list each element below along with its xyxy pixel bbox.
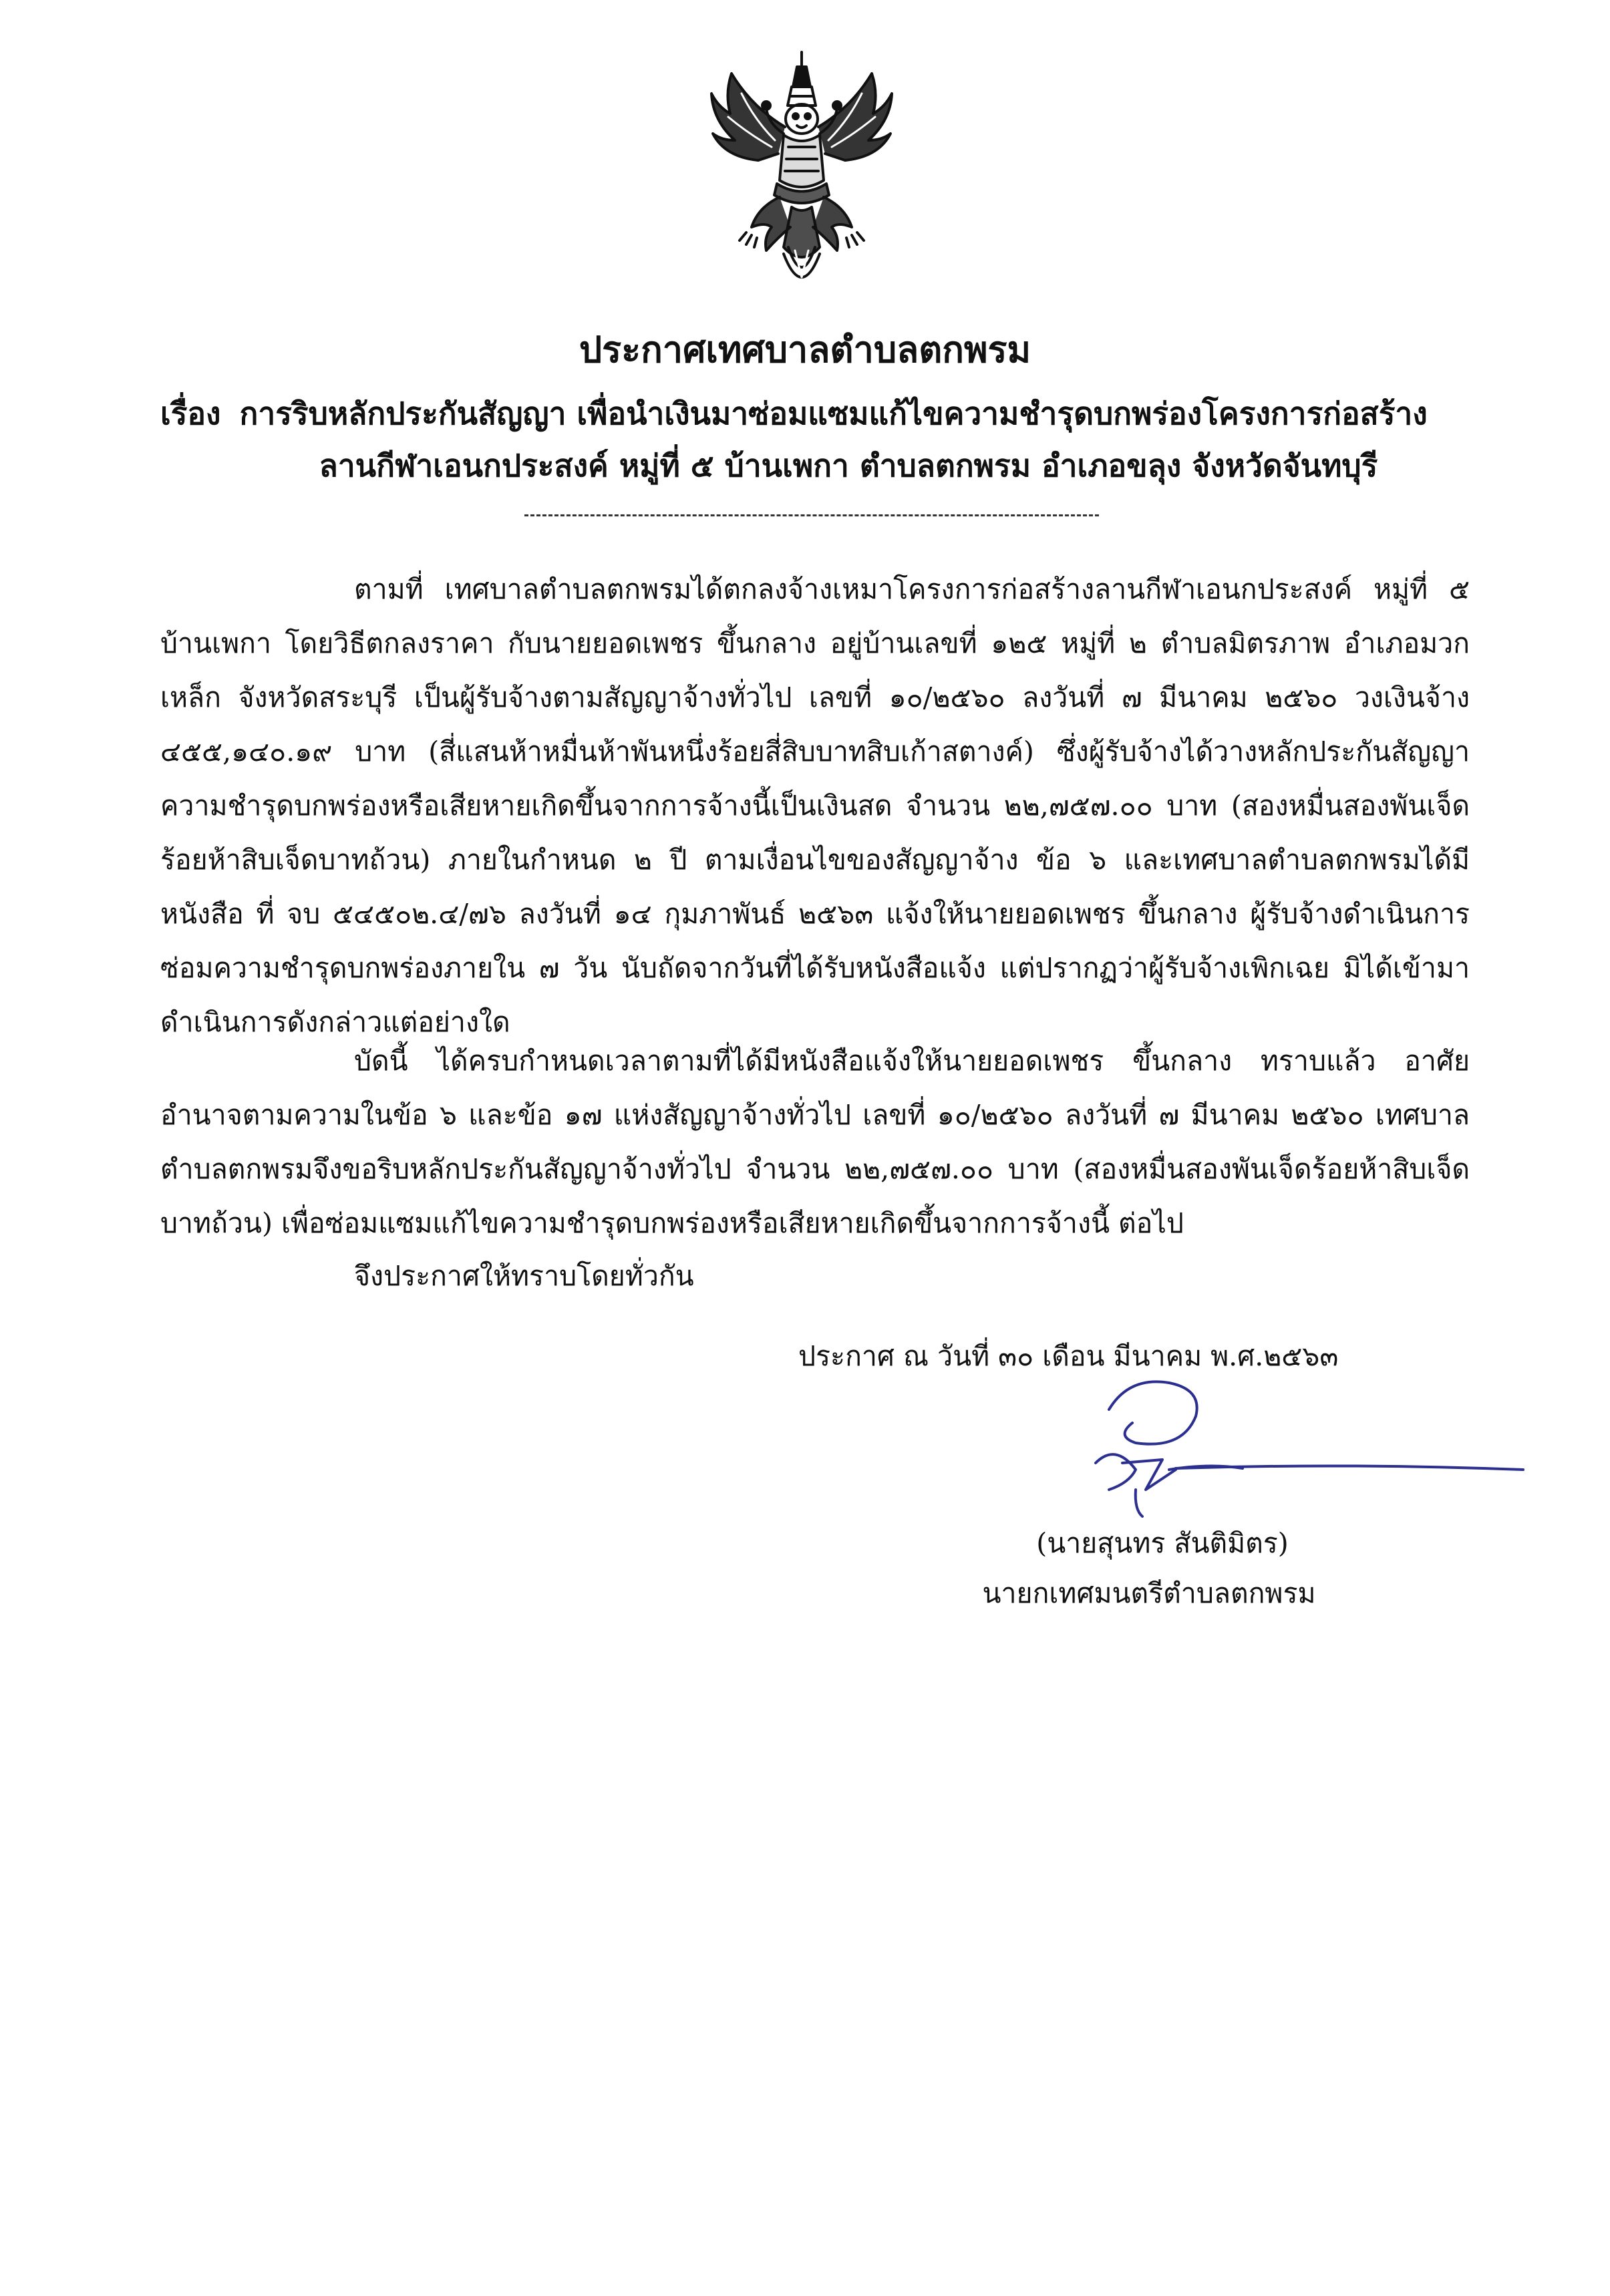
document-title: ประกาศเทศบาลตำบลตกพรม bbox=[579, 328, 1031, 371]
subject-line-2: ลานกีฬาเอนกประสงค์ หมู่ที่ ๕ บ้านเพกา ตำบลตกพรม อำเภอขลุง จังหวัดจันทบุรี bbox=[319, 448, 1378, 484]
signer-name: (นายสุนทร สันติมิตร) bbox=[1036, 1527, 1289, 1559]
garuda-emblem-icon bbox=[705, 47, 899, 301]
announcement-date: ประกาศ ณ วันที่ ๓๐ เดือน มีนาคม พ.ศ.๒๕๖๓ bbox=[798, 1340, 1339, 1372]
dashed-divider bbox=[524, 514, 1099, 516]
body-paragraph-1: ตามที่ เทศบาลตำบลตกพรมได้ตกลงจ้างเหมาโครงการก่อสร้างลานกีฬาเอนกประสงค์ หมู่ที่ ๕ บ้านเพกา โดยวิธีตกลงราคา กับนายยอดเพชร ขึ้นกลาง อยู่บ้านเลขที่ ๑๒๕ หมู่ที่ ๒ ตำบลมิตรภาพ อำเภอมวกเหล็ก จังหวัดสระบุรี เป็นผู้รับจ้างตามสัญญาจ้างทั่วไป เลขที่ ๑๐/๒๕๖๐ ลงวันที่ ๗ มีนาคม ๒๕๖๐ วงเงินจ้าง ๔๕๕,๑๔๐.๑๙ บาท (สี่แสนห้าหมื่นห้าพันหนึ่งร้อยสี่สิบบาทสิบเก้าสตางค์) ซึ่งผู้รับจ้างได้วางหลักประกันสัญญาความชำรุดบกพร่องหรือเสียหายเกิดขึ้นจากการจ้างนี้เป็นเงินสด จำนวน ๒๒,๗๕๗.๐๐ บาท (สองหมื่นสองพันเจ็ดร้อยห้าสิบเจ็ดบาทถ้วน) ภายในกำหนด ๒ ปี ตามเงื่อนไขของสัญญาจ้าง ข้อ ๖ และเทศบาลตำบลตกพรมได้มีหนังสือ ที่ จบ ๕๔๕๐๒.๔/๗๖ ลงวันที่ ๑๔ กุมภาพันธ์ ๒๕๖๓ แจ้งให้นายยอดเพชร ขึ้นกลาง ผู้รับจ้างดำเนินการซ่อมความชำรุดบกพร่องภายใน ๗ วัน นับถัดจากวันที่ได้รับหนังสือแจ้ง แต่ปรากฏว่าผู้รับจ้างเพิกเฉย มิได้เข้ามาดำเนินการดังกล่าวแต่อย่างใด bbox=[160, 573, 1470, 1038]
subject-block bbox=[160, 387, 1470, 492]
signer-title: นายกเทศมนตรีตำบลตกพรม bbox=[982, 1577, 1316, 1609]
signature-mark bbox=[1069, 1369, 1537, 1523]
subject-label: เรื่อง bbox=[160, 395, 221, 432]
subject-line-1 bbox=[160, 387, 1470, 440]
body-paragraph-3: จึงประกาศให้ทราบโดยทั่วกัน bbox=[354, 1260, 694, 1292]
subject-text-1: การริบหลักประกันสัญญา เพื่อนำเงินมาซ่อมแซมแก้ไขความชำรุดบกพร่องโครงการก่อสร้าง bbox=[239, 395, 1428, 432]
body-paragraph-2: บัดนี้ ได้ครบกำหนดเวลาตามที่ได้มีหนังสือแจ้งให้นายยอดเพชร ขึ้นกลาง ทราบแล้ว อาศัยอำนาจตามความในข้อ ๖ และข้อ ๑๗ แห่งสัญญาจ้างทั่วไป เลขที่ ๑๐/๒๕๖๐ ลงวันที่ ๗ มีนาคม ๒๕๖๐ เทศบาลตำบลตกพรมจึงขอริบหลักประกันสัญญาจ้างทั่วไป จำนวน ๒๒,๗๕๗.๐๐ บาท (สองหมื่นสองพันเจ็ดร้อยห้าสิบเจ็ดบาทถ้วน) เพื่อซ่อมแซมแก้ไขความชำรุดบกพร่องหรือเสียหายเกิดขึ้นจากการจ้างนี้ ต่อไป bbox=[160, 1045, 1470, 1239]
